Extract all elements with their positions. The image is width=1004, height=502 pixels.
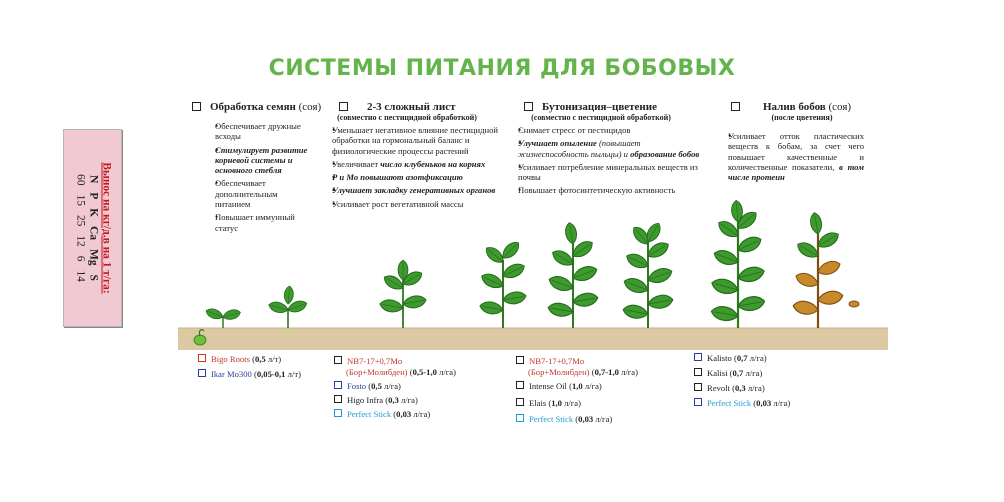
stage-1-title: Обработка семян xyxy=(210,101,296,113)
element-value: 15 xyxy=(74,194,86,206)
product-item[interactable]: Ikar Mo300 (0,05-0,1 л/т) xyxy=(198,369,301,380)
stage-3-header xyxy=(524,101,657,113)
stage-2-title: 2-3 сложный лист xyxy=(367,101,456,113)
benefit-item: • Р и Мо повышают азотфиксацию xyxy=(318,172,498,182)
benefit-item: • Повышает иммунный статус xyxy=(200,212,310,233)
soybean-growth-illustration xyxy=(178,200,888,355)
element-label: N xyxy=(87,175,99,184)
checkbox-icon xyxy=(694,398,702,406)
product-item[interactable]: NB7-17+0,7Mo xyxy=(516,356,638,367)
stage-4-benefits xyxy=(714,131,864,185)
stage-4-suffix: (соя) xyxy=(828,101,852,113)
benefit-item: • Стимулирует развитие корневой системы и основного стебля xyxy=(200,145,310,176)
plant-stage-6 xyxy=(547,222,599,328)
products-seed-treatment xyxy=(198,354,301,380)
element-label: P xyxy=(87,192,99,200)
checkbox-icon xyxy=(198,354,206,362)
products-flowering xyxy=(516,356,638,425)
benefit-item: • Уменьшает негативное влияние пестицидной обработки на гормональный баланс и физиологические процессы растений xyxy=(318,125,498,156)
benefit-item: • Усиливает отток пластических веществ к бобам, за счет чего повышает качественные и количественные показатели, в том числе протеин xyxy=(714,131,864,182)
element-value: 60 xyxy=(74,174,86,186)
checkbox-icon xyxy=(524,102,533,111)
benefit-item: • Обеспечивает дружные всходы xyxy=(200,121,310,142)
plant-stage-9-mature xyxy=(792,212,859,328)
element-label: Ca xyxy=(87,226,99,241)
checkbox-icon xyxy=(198,369,206,377)
plant-stage-2 xyxy=(205,307,242,328)
benefit-item: • Увеличивает число клубеньков на корнях xyxy=(318,159,498,169)
product-item[interactable]: Kalisi (0,7 л/га) xyxy=(694,368,790,379)
checkbox-icon xyxy=(334,409,342,417)
checkbox-icon xyxy=(694,353,702,361)
element-label: S xyxy=(87,274,99,281)
checkbox-icon xyxy=(694,368,702,376)
checkbox-icon xyxy=(516,398,524,406)
products-leaf-stage xyxy=(334,356,456,420)
product-item[interactable]: Perfect Stick (0,03 л/га) xyxy=(516,414,638,425)
checkbox-icon xyxy=(516,381,524,389)
stage-4-note: (после цветения) xyxy=(771,113,833,122)
checkbox-icon xyxy=(334,381,342,389)
value-row xyxy=(73,135,86,321)
product-item-detail: (Бор+Молибден) (0,7-1,0 л/га) xyxy=(528,367,638,377)
checkbox-icon xyxy=(731,102,740,111)
stage-4-title: Налив бобов xyxy=(763,101,826,113)
stage-1-suffix: (соя) xyxy=(298,101,322,113)
stage-2-note: (совместно с пестицидной обработкой) xyxy=(337,113,477,122)
stage-3-note: (совместно с пестицидной обработкой) xyxy=(531,113,671,122)
product-item[interactable]: NB7-17+0,7Mo xyxy=(334,356,456,367)
stage-3-benefits xyxy=(506,125,706,199)
element-label: Mg xyxy=(87,249,99,266)
product-item[interactable]: Revolt (0,3 л/га) xyxy=(694,383,790,394)
product-item[interactable]: Bigo Roots (0,5 л/т) xyxy=(198,354,301,365)
benefit-item: • Улучшает опыление (повышает жизнеспособность пыльцы) и образование бобов xyxy=(506,138,706,159)
stage-3-title: Бутонизация–цветение xyxy=(542,101,657,113)
product-item[interactable]: Intense Oil (1,0 л/га) xyxy=(516,381,638,392)
checkbox-icon xyxy=(339,102,348,111)
checkbox-icon xyxy=(334,395,342,403)
checkbox-icon xyxy=(694,383,702,391)
page-title: СИСТЕМЫ ПИТАНИЯ ДЛЯ БОБОВЫХ xyxy=(268,56,736,81)
checkbox-icon xyxy=(516,414,524,422)
product-item[interactable]: Perfect Stick (0,03 л/га) xyxy=(334,409,456,420)
element-label: K xyxy=(87,208,99,218)
stage-2-header xyxy=(339,101,455,113)
element-value: 25 xyxy=(74,214,86,227)
benefit-item: • Усиливает потребление минеральных веществ из почвы xyxy=(506,162,706,183)
product-item-detail: (Бор+Молибден) (0,5-1,0 л/га) xyxy=(346,367,456,377)
product-item[interactable]: Kalisto (0,7 л/га) xyxy=(694,353,790,364)
stage-1-header xyxy=(192,101,321,113)
plant-stage-3 xyxy=(268,286,309,328)
benefit-item: • Повышает фотосинтетическую активность xyxy=(506,185,706,195)
benefit-item: • Улучшает закладку генеративных органов xyxy=(318,185,498,195)
plant-stage-7 xyxy=(622,221,674,328)
product-item[interactable]: Higo Infra (0,3 л/га) xyxy=(334,395,456,406)
nutrient-removal-box xyxy=(63,129,122,327)
product-item[interactable]: Perfect Stick (0,03 л/га) xyxy=(694,398,790,409)
element-value: 6 xyxy=(74,255,86,262)
plant-stage-4 xyxy=(379,260,427,328)
product-item[interactable]: Fosto (0,5 л/га) xyxy=(334,381,456,392)
nutrient-removal-title: Вынос на кг/д.в на 1 т/га: xyxy=(100,162,112,294)
element-row xyxy=(86,135,99,321)
benefit-item: • Усиливает рост вегетативной массы xyxy=(318,199,498,209)
soil xyxy=(178,328,888,350)
checkbox-icon xyxy=(516,356,524,364)
plant-stage-8 xyxy=(710,200,766,328)
stage-4-header xyxy=(731,101,851,113)
checkbox-icon xyxy=(192,102,201,111)
product-item[interactable]: Elais (1,0 л/га) xyxy=(516,398,638,409)
benefit-item: • Снимает стресс от пестицидов xyxy=(506,125,706,135)
products-pod-filling xyxy=(694,353,790,409)
checkbox-icon xyxy=(334,356,342,364)
element-value: 14 xyxy=(74,270,86,282)
benefit-item: • Обеспечивает дополнительным питанием xyxy=(200,178,310,209)
plant-stage-5 xyxy=(479,239,527,328)
element-value: 12 xyxy=(74,235,86,247)
